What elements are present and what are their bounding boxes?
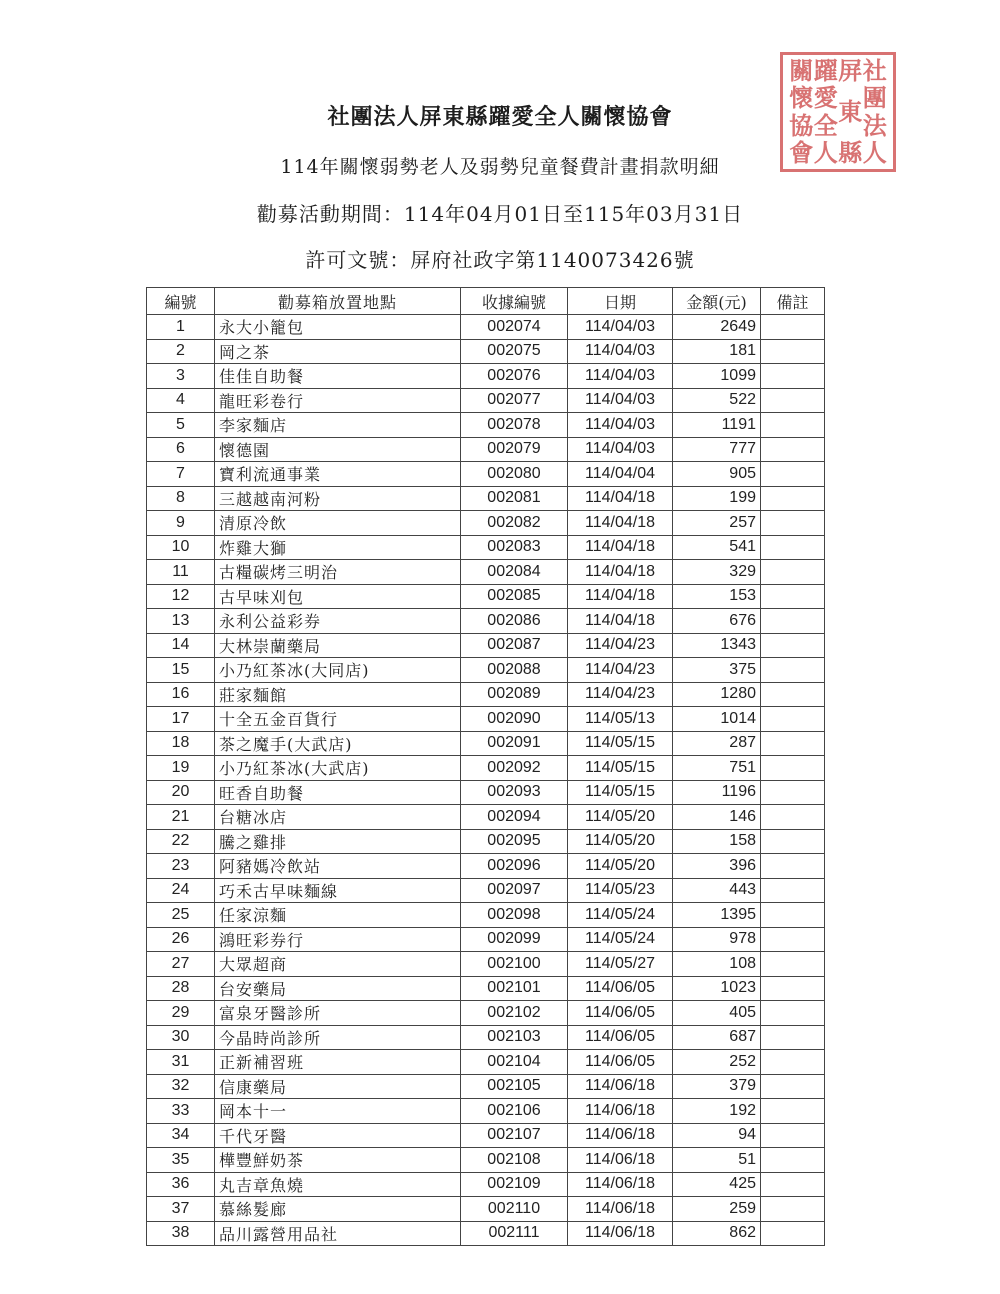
row-location: 任家涼麵 <box>215 903 461 928</box>
row-no: 38 <box>147 1221 215 1246</box>
row-receipt: 002091 <box>461 731 568 756</box>
row-amount: 522 <box>673 388 761 413</box>
row-remark <box>761 707 825 732</box>
table-row <box>147 1197 825 1222</box>
row-location: 信康藥局 <box>215 1074 461 1099</box>
row-receipt: 002083 <box>461 535 568 560</box>
row-amount: 425 <box>673 1172 761 1197</box>
row-remark <box>761 780 825 805</box>
row-amount: 199 <box>673 486 761 511</box>
row-no: 25 <box>147 903 215 928</box>
row-receipt: 002099 <box>461 927 568 952</box>
row-location: 十全五金百貨行 <box>215 707 461 732</box>
row-amount: 1343 <box>673 633 761 658</box>
row-date: 114/04/03 <box>568 364 673 389</box>
row-date: 114/04/03 <box>568 413 673 438</box>
row-date: 114/06/18 <box>568 1172 673 1197</box>
row-amount: 181 <box>673 339 761 364</box>
row-receipt: 002078 <box>461 413 568 438</box>
row-receipt: 002105 <box>461 1074 568 1099</box>
row-no: 9 <box>147 511 215 536</box>
row-no: 19 <box>147 756 215 781</box>
row-location: 巧禾古早味麵線 <box>215 878 461 903</box>
row-remark <box>761 511 825 536</box>
row-receipt: 002102 <box>461 1001 568 1026</box>
table-row <box>147 1221 825 1246</box>
row-amount: 108 <box>673 952 761 977</box>
row-date: 114/06/18 <box>568 1123 673 1148</box>
row-date: 114/04/18 <box>568 511 673 536</box>
row-remark <box>761 584 825 609</box>
seal-column: 關 懷 協 會 <box>789 56 814 167</box>
table-row <box>147 878 825 903</box>
row-date: 114/06/18 <box>568 1197 673 1222</box>
row-remark <box>761 854 825 879</box>
row-location: 台糖冰店 <box>215 805 461 830</box>
row-amount: 862 <box>673 1221 761 1246</box>
row-no: 7 <box>147 462 215 487</box>
row-location: 大眾超商 <box>215 952 461 977</box>
row-no: 16 <box>147 682 215 707</box>
table-row <box>147 707 825 732</box>
table-row <box>147 364 825 389</box>
permit-number: 許可文號：屏府社政字第1140073426號 <box>305 248 695 272</box>
row-date: 114/04/04 <box>568 462 673 487</box>
table-row <box>147 388 825 413</box>
org-title: 社團法人屏東縣躍愛全人關懷協會 <box>327 104 673 130</box>
row-location: 旺香自助餐 <box>215 780 461 805</box>
row-date: 114/04/23 <box>568 682 673 707</box>
row-receipt: 002077 <box>461 388 568 413</box>
table-row <box>147 560 825 585</box>
row-remark <box>761 388 825 413</box>
table-row <box>147 413 825 438</box>
table-row <box>147 927 825 952</box>
row-date: 114/06/05 <box>568 1025 673 1050</box>
row-date: 114/06/18 <box>568 1074 673 1099</box>
row-amount: 751 <box>673 756 761 781</box>
row-remark <box>761 535 825 560</box>
row-amount: 257 <box>673 511 761 536</box>
row-amount: 375 <box>673 658 761 683</box>
seal-column: 屏 東 縣 <box>838 56 863 167</box>
row-location: 樺豐鮮奶茶 <box>215 1148 461 1173</box>
row-no: 10 <box>147 535 215 560</box>
row-receipt: 002087 <box>461 633 568 658</box>
table-row <box>147 1123 825 1148</box>
row-remark <box>761 1197 825 1222</box>
row-no: 36 <box>147 1172 215 1197</box>
row-date: 114/04/03 <box>568 388 673 413</box>
row-no: 2 <box>147 339 215 364</box>
row-receipt: 002108 <box>461 1148 568 1173</box>
row-location: 龍旺彩卷行 <box>215 388 461 413</box>
row-no: 26 <box>147 927 215 952</box>
row-no: 18 <box>147 731 215 756</box>
row-remark <box>761 1099 825 1124</box>
row-remark <box>761 364 825 389</box>
row-remark <box>761 1148 825 1173</box>
row-date: 114/05/20 <box>568 829 673 854</box>
row-amount: 146 <box>673 805 761 830</box>
row-remark <box>761 1074 825 1099</box>
row-remark <box>761 462 825 487</box>
row-date: 114/06/18 <box>568 1221 673 1246</box>
row-remark <box>761 756 825 781</box>
row-no: 5 <box>147 413 215 438</box>
row-no: 30 <box>147 1025 215 1050</box>
row-location: 鴻旺彩券行 <box>215 927 461 952</box>
row-no: 6 <box>147 437 215 462</box>
row-receipt: 002074 <box>461 315 568 340</box>
row-amount: 396 <box>673 854 761 879</box>
row-location: 古糧碳烤三明治 <box>215 560 461 585</box>
row-location: 今晶時尚診所 <box>215 1025 461 1050</box>
row-date: 114/06/18 <box>568 1148 673 1173</box>
row-remark <box>761 609 825 634</box>
row-remark <box>761 878 825 903</box>
row-amount: 777 <box>673 437 761 462</box>
table-row <box>147 903 825 928</box>
row-date: 114/06/18 <box>568 1099 673 1124</box>
row-amount: 158 <box>673 829 761 854</box>
row-remark <box>761 1050 825 1075</box>
row-receipt: 002111 <box>461 1221 568 1246</box>
row-location: 騰之雞排 <box>215 829 461 854</box>
row-remark <box>761 339 825 364</box>
row-amount: 51 <box>673 1148 761 1173</box>
table-row <box>147 437 825 462</box>
table-row <box>147 805 825 830</box>
row-receipt: 002090 <box>461 707 568 732</box>
row-date: 114/05/15 <box>568 731 673 756</box>
row-date: 114/05/13 <box>568 707 673 732</box>
row-date: 114/04/23 <box>568 633 673 658</box>
row-no: 24 <box>147 878 215 903</box>
row-receipt: 002109 <box>461 1172 568 1197</box>
row-date: 114/04/03 <box>568 339 673 364</box>
project-title: 114年關懷弱勢老人及弱勢兒童餐費計畫捐款明細 <box>280 156 720 178</box>
row-location: 岡之茶 <box>215 339 461 364</box>
table-header-row <box>147 288 825 315</box>
row-remark <box>761 903 825 928</box>
row-location: 三越越南河粉 <box>215 486 461 511</box>
row-amount: 978 <box>673 927 761 952</box>
table-row <box>147 854 825 879</box>
table-row <box>147 609 825 634</box>
row-remark <box>761 486 825 511</box>
table-row <box>147 486 825 511</box>
row-receipt: 002081 <box>461 486 568 511</box>
row-amount: 379 <box>673 1074 761 1099</box>
row-receipt: 002088 <box>461 658 568 683</box>
header-receipt: 收據編號 <box>461 288 568 315</box>
table-row <box>147 1025 825 1050</box>
table-row <box>147 952 825 977</box>
row-date: 114/04/18 <box>568 560 673 585</box>
row-receipt: 002106 <box>461 1099 568 1124</box>
row-location: 茶之魔手(大武店) <box>215 731 461 756</box>
row-no: 4 <box>147 388 215 413</box>
table-row <box>147 633 825 658</box>
row-remark <box>761 437 825 462</box>
row-receipt: 002084 <box>461 560 568 585</box>
row-receipt: 002080 <box>461 462 568 487</box>
row-amount: 905 <box>673 462 761 487</box>
row-no: 14 <box>147 633 215 658</box>
row-amount: 252 <box>673 1050 761 1075</box>
row-location: 古早味刈包 <box>215 584 461 609</box>
table-row <box>147 511 825 536</box>
row-receipt: 002076 <box>461 364 568 389</box>
row-receipt: 002075 <box>461 339 568 364</box>
table-row <box>147 462 825 487</box>
row-remark <box>761 1025 825 1050</box>
row-date: 114/04/23 <box>568 658 673 683</box>
row-receipt: 002098 <box>461 903 568 928</box>
row-no: 17 <box>147 707 215 732</box>
row-amount: 687 <box>673 1025 761 1050</box>
row-amount: 1023 <box>673 976 761 1001</box>
row-date: 114/05/24 <box>568 927 673 952</box>
table-row <box>147 829 825 854</box>
row-no: 12 <box>147 584 215 609</box>
table-row <box>147 1099 825 1124</box>
row-receipt: 002089 <box>461 682 568 707</box>
row-amount: 2649 <box>673 315 761 340</box>
row-remark <box>761 952 825 977</box>
table-row <box>147 339 825 364</box>
row-date: 114/06/05 <box>568 1001 673 1026</box>
table-row <box>147 535 825 560</box>
row-location: 小乃紅茶冰(大同店) <box>215 658 461 683</box>
row-amount: 1191 <box>673 413 761 438</box>
header-remark: 備註 <box>761 288 825 315</box>
header-date: 日期 <box>568 288 673 315</box>
header-location: 勸募箱放置地點 <box>215 288 461 315</box>
row-receipt: 002093 <box>461 780 568 805</box>
table-row <box>147 756 825 781</box>
row-location: 永大小籠包 <box>215 315 461 340</box>
row-remark <box>761 658 825 683</box>
row-amount: 405 <box>673 1001 761 1026</box>
row-amount: 1395 <box>673 903 761 928</box>
row-amount: 1099 <box>673 364 761 389</box>
header-amount: 金額(元) <box>673 288 761 315</box>
row-date: 114/04/03 <box>568 437 673 462</box>
row-location: 慕絲髮廊 <box>215 1197 461 1222</box>
row-amount: 443 <box>673 878 761 903</box>
table-row <box>147 584 825 609</box>
row-date: 114/05/23 <box>568 878 673 903</box>
row-receipt: 002082 <box>461 511 568 536</box>
row-date: 114/04/18 <box>568 535 673 560</box>
row-receipt: 002101 <box>461 976 568 1001</box>
row-date: 114/05/24 <box>568 903 673 928</box>
row-remark <box>761 1001 825 1026</box>
row-no: 3 <box>147 364 215 389</box>
table-row <box>147 780 825 805</box>
row-location: 永利公益彩券 <box>215 609 461 634</box>
row-date: 114/04/18 <box>568 486 673 511</box>
row-amount: 676 <box>673 609 761 634</box>
row-location: 丸吉章魚燒 <box>215 1172 461 1197</box>
donation-table <box>146 287 825 1246</box>
row-amount: 259 <box>673 1197 761 1222</box>
org-seal-stamp <box>780 52 896 172</box>
row-no: 1 <box>147 315 215 340</box>
row-no: 28 <box>147 976 215 1001</box>
row-receipt: 002110 <box>461 1197 568 1222</box>
row-remark <box>761 976 825 1001</box>
row-no: 8 <box>147 486 215 511</box>
row-receipt: 002079 <box>461 437 568 462</box>
row-no: 34 <box>147 1123 215 1148</box>
table-row <box>147 1148 825 1173</box>
table-row <box>147 976 825 1001</box>
row-amount: 192 <box>673 1099 761 1124</box>
row-location: 正新補習班 <box>215 1050 461 1075</box>
row-amount: 329 <box>673 560 761 585</box>
row-remark <box>761 560 825 585</box>
row-location: 炸雞大獅 <box>215 535 461 560</box>
row-receipt: 002095 <box>461 829 568 854</box>
campaign-period: 勸募活動期間：114年04月01日至115年03月31日 <box>256 202 744 226</box>
table-row <box>147 731 825 756</box>
row-amount: 287 <box>673 731 761 756</box>
header-no: 編號 <box>147 288 215 315</box>
table-row <box>147 1172 825 1197</box>
row-date: 114/05/15 <box>568 756 673 781</box>
row-no: 21 <box>147 805 215 830</box>
row-date: 114/04/18 <box>568 609 673 634</box>
row-remark <box>761 633 825 658</box>
row-no: 13 <box>147 609 215 634</box>
row-location: 阿豬媽冷飲站 <box>215 854 461 879</box>
table-row <box>147 1001 825 1026</box>
row-no: 20 <box>147 780 215 805</box>
row-no: 11 <box>147 560 215 585</box>
row-date: 114/04/03 <box>568 315 673 340</box>
row-receipt: 002107 <box>461 1123 568 1148</box>
row-remark <box>761 805 825 830</box>
table-row <box>147 315 825 340</box>
row-date: 114/05/15 <box>568 780 673 805</box>
row-location: 佳佳自助餐 <box>215 364 461 389</box>
row-date: 114/05/20 <box>568 805 673 830</box>
row-receipt: 002092 <box>461 756 568 781</box>
row-amount: 1196 <box>673 780 761 805</box>
row-location: 岡本十一 <box>215 1099 461 1124</box>
row-amount: 153 <box>673 584 761 609</box>
seal-column: 社 團 法 人 <box>862 56 887 167</box>
row-no: 15 <box>147 658 215 683</box>
row-no: 37 <box>147 1197 215 1222</box>
row-no: 31 <box>147 1050 215 1075</box>
row-location: 寶利流通事業 <box>215 462 461 487</box>
row-amount: 541 <box>673 535 761 560</box>
row-receipt: 002085 <box>461 584 568 609</box>
row-location: 台安藥局 <box>215 976 461 1001</box>
row-remark <box>761 829 825 854</box>
row-amount: 1014 <box>673 707 761 732</box>
row-remark <box>761 315 825 340</box>
row-location: 清原冷飲 <box>215 511 461 536</box>
table-row <box>147 1050 825 1075</box>
row-location: 莊家麵館 <box>215 682 461 707</box>
row-location: 懷德園 <box>215 437 461 462</box>
row-no: 35 <box>147 1148 215 1173</box>
row-amount: 94 <box>673 1123 761 1148</box>
row-receipt: 002096 <box>461 854 568 879</box>
row-date: 114/04/18 <box>568 584 673 609</box>
seal-column: 躍 愛 全 人 <box>813 56 838 167</box>
row-amount: 1280 <box>673 682 761 707</box>
row-date: 114/05/20 <box>568 854 673 879</box>
row-no: 32 <box>147 1074 215 1099</box>
row-receipt: 002104 <box>461 1050 568 1075</box>
row-remark <box>761 927 825 952</box>
table-row <box>147 682 825 707</box>
table-row <box>147 658 825 683</box>
row-remark <box>761 731 825 756</box>
row-location: 李家麵店 <box>215 413 461 438</box>
row-location: 千代牙醫 <box>215 1123 461 1148</box>
row-no: 22 <box>147 829 215 854</box>
row-receipt: 002097 <box>461 878 568 903</box>
row-remark <box>761 413 825 438</box>
row-receipt: 002100 <box>461 952 568 977</box>
row-no: 27 <box>147 952 215 977</box>
row-receipt: 002086 <box>461 609 568 634</box>
row-date: 114/05/27 <box>568 952 673 977</box>
row-remark <box>761 1123 825 1148</box>
row-remark <box>761 682 825 707</box>
row-location: 品川露營用品社 <box>215 1221 461 1246</box>
row-receipt: 002094 <box>461 805 568 830</box>
table-row <box>147 1074 825 1099</box>
row-no: 33 <box>147 1099 215 1124</box>
row-location: 小乃紅茶冰(大武店) <box>215 756 461 781</box>
row-date: 114/06/05 <box>568 1050 673 1075</box>
row-no: 29 <box>147 1001 215 1026</box>
row-location: 富泉牙醫診所 <box>215 1001 461 1026</box>
row-no: 23 <box>147 854 215 879</box>
row-date: 114/06/05 <box>568 976 673 1001</box>
row-remark <box>761 1221 825 1246</box>
row-remark <box>761 1172 825 1197</box>
row-receipt: 002103 <box>461 1025 568 1050</box>
row-location: 大林崇蘭藥局 <box>215 633 461 658</box>
